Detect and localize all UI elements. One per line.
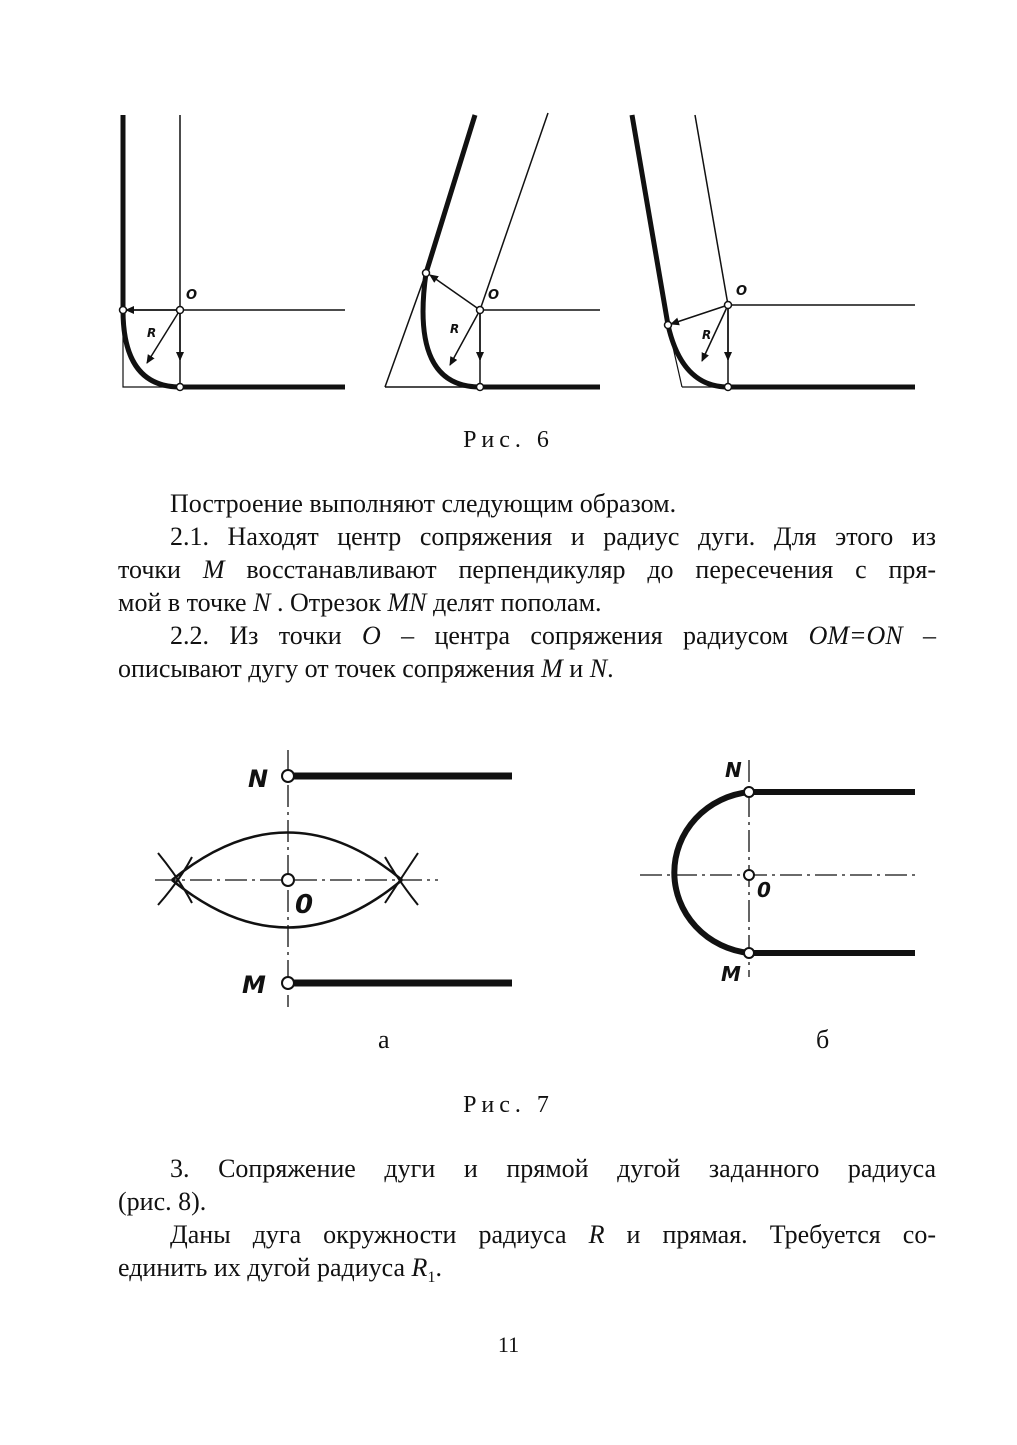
para-3-line-1: 3. Сопряжение дуги и прямой дугой заданного радиуса — [170, 1154, 936, 1183]
fig7b-label-O: 0 — [757, 878, 771, 902]
fig7a-label-N: N — [248, 765, 269, 793]
para-given-line-2: единить их дугой радиуса $R_1$. — [118, 1253, 442, 1287]
text-block-1 — [118, 487, 936, 685]
figure-7a — [150, 745, 520, 1015]
fig7b-label-N: N — [725, 758, 742, 782]
fig6-panel-3 — [632, 115, 915, 391]
page-number: 11 — [497, 1332, 520, 1357]
figure-7b — [635, 755, 925, 985]
fig6-p1-radius-label: R — [147, 326, 157, 340]
para-2-2-line-2: описывают дугу от точек сопряжения M и N. — [118, 654, 614, 683]
fig7b-label-M: M — [721, 962, 741, 985]
fig6-panel-2 — [385, 113, 600, 391]
figure-6-caption: Рис. 6 — [463, 427, 554, 453]
fig6-p2-radius-label: R — [450, 322, 460, 336]
para-3-line-2: (рис. 8). — [118, 1187, 207, 1216]
figure-6 — [110, 105, 925, 405]
fig6-panel-1 — [120, 115, 346, 391]
paragraph-intro: Построение выполняют следующим образом. — [170, 489, 677, 518]
para-2-1-line-3: мой в точке N . Отрезок MN делят пополам. — [118, 588, 602, 617]
para-given-line-1: Даны дуга окружности радиуса R и прямая. Требуется со- — [170, 1220, 936, 1249]
fig6-p1-center-label: O — [186, 288, 198, 303]
para-2-1-line-1: 2.1. Находят центр сопряжения и радиус дуги. Для этого из — [170, 522, 936, 551]
fig6-p2-center-label: O — [488, 288, 500, 303]
fig6-p3-center-label: O — [736, 284, 748, 299]
figure-7a-sublabel: а — [378, 1025, 390, 1054]
figure-7-caption: Рис. 7 — [463, 1092, 554, 1118]
para-2-1-line-2: точки M восстанавливают перпендикуляр до пересечения с пря- — [118, 555, 936, 584]
text-block-2 — [118, 1152, 936, 1294]
para-2-2-line-1: 2.2. Из точки O – центра сопряжения радиусом OM=ON – — [170, 621, 936, 650]
fig7a-label-M: M — [242, 971, 266, 999]
fig7a-label-O: 0 — [295, 890, 314, 920]
figure-7b-sublabel: б — [816, 1025, 830, 1054]
fig6-p3-radius-label: R — [702, 328, 712, 342]
